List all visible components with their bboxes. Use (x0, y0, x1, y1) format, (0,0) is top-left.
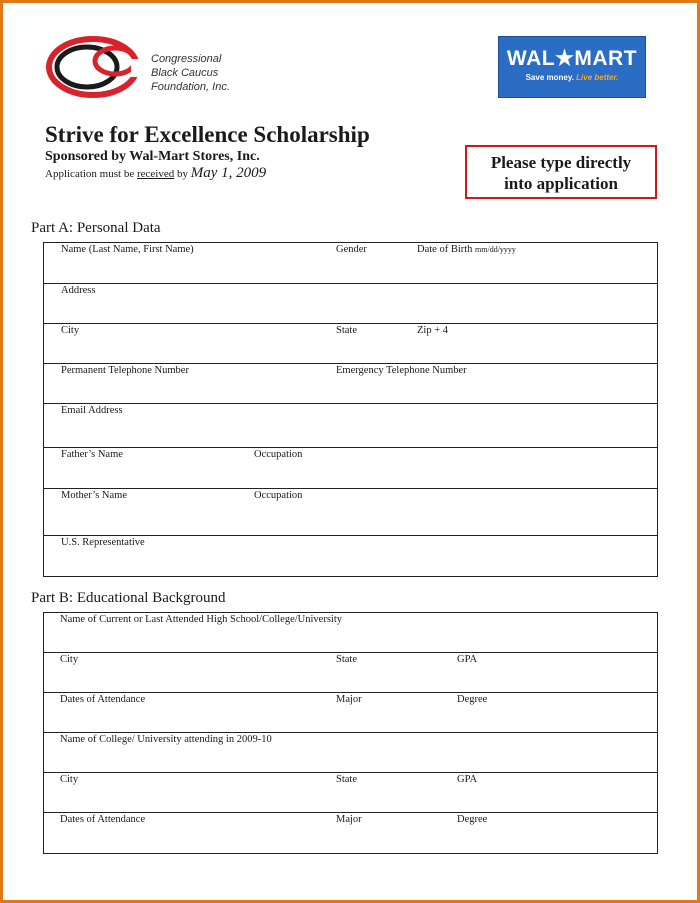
field-label: Degree (457, 694, 488, 705)
deadline-date: May 1, 2009 (190, 165, 267, 181)
document-title: Strive for Excellence Scholarship (45, 122, 370, 147)
field-label: Name of College/ University attending in 2009-10 (60, 734, 272, 745)
form-row-representative[interactable] (44, 536, 657, 576)
walmart-logo-name: WAL★MART (506, 47, 638, 70)
field-label: Occupation (254, 490, 303, 501)
field-label-hint: mm/dd/yyyy (475, 245, 516, 254)
field-label: Name of Current or Last Attended High School/College/University (60, 614, 342, 625)
cbc-foundation-name (151, 52, 271, 94)
field-label: Father’s Name (61, 449, 123, 460)
field-label-text: Date of Birth (417, 244, 473, 255)
form-row-father[interactable] (44, 448, 657, 489)
field-label: City (60, 654, 79, 665)
field-label: Dates of Attendance (60, 694, 146, 705)
walmart-logo (498, 36, 646, 98)
field-label: City (61, 325, 80, 336)
field-label: Gender (336, 244, 367, 255)
org-line: Foundation, Inc. (151, 81, 230, 93)
deadline-prefix: Application must be (45, 168, 135, 180)
form-row-city[interactable] (44, 324, 657, 364)
form-row-college-dates[interactable] (44, 813, 657, 853)
cbc-foundation-logo (45, 35, 145, 99)
field-label: Major (336, 694, 362, 705)
form-row-current-school[interactable] (44, 613, 657, 653)
walmart-tagline-a: Save money. (525, 73, 574, 82)
form-row-school-dates[interactable] (44, 693, 657, 733)
sponsor-line: Sponsored by Wal-Mart Stores, Inc. (45, 149, 260, 164)
form-row-name[interactable] (44, 243, 657, 284)
part-b-title: Part B: Educational Background (31, 590, 226, 606)
form-row-email[interactable] (44, 404, 657, 448)
field-label: Address (61, 285, 96, 296)
field-label: Permanent Telephone Number (61, 365, 189, 376)
field-label: Zip + 4 (417, 325, 449, 336)
notice-line: into application (504, 174, 618, 193)
deadline-line (45, 165, 266, 182)
field-label: GPA (457, 654, 478, 665)
field-label: State (336, 654, 357, 665)
walmart-logo-tagline (499, 73, 645, 82)
field-label (417, 244, 516, 255)
field-label: Dates of Attendance (60, 814, 146, 825)
field-label: Major (336, 814, 362, 825)
notice-line: Please type directly (490, 153, 632, 172)
field-label: Name (Last Name, First Name) (61, 244, 194, 255)
field-label: State (336, 325, 357, 336)
personal-data-form (43, 242, 658, 577)
field-label: Mother’s Name (61, 490, 127, 501)
type-directly-notice (465, 145, 657, 199)
field-label: City (60, 774, 79, 785)
form-row-address[interactable] (44, 284, 657, 324)
field-label: Degree (457, 814, 488, 825)
educational-background-form (43, 612, 658, 854)
form-row-college[interactable] (44, 733, 657, 773)
deadline-by: by (176, 168, 188, 180)
part-a-title: Part A: Personal Data (31, 220, 161, 236)
org-line: Black Caucus (151, 67, 219, 79)
field-label: Email Address (61, 405, 123, 416)
form-row-college-city[interactable] (44, 773, 657, 813)
field-label: Occupation (254, 449, 303, 460)
field-label: Emergency Telephone Number (336, 365, 467, 376)
form-row-mother[interactable] (44, 489, 657, 536)
deadline-received: received (136, 168, 175, 180)
walmart-tagline-b: Live better. (576, 73, 619, 82)
form-row-school-city[interactable] (44, 653, 657, 693)
field-label: GPA (457, 774, 478, 785)
field-label: State (336, 774, 357, 785)
org-line: Congressional (151, 53, 222, 65)
form-row-telephone[interactable] (44, 364, 657, 404)
field-label: U.S. Representative (61, 537, 145, 548)
